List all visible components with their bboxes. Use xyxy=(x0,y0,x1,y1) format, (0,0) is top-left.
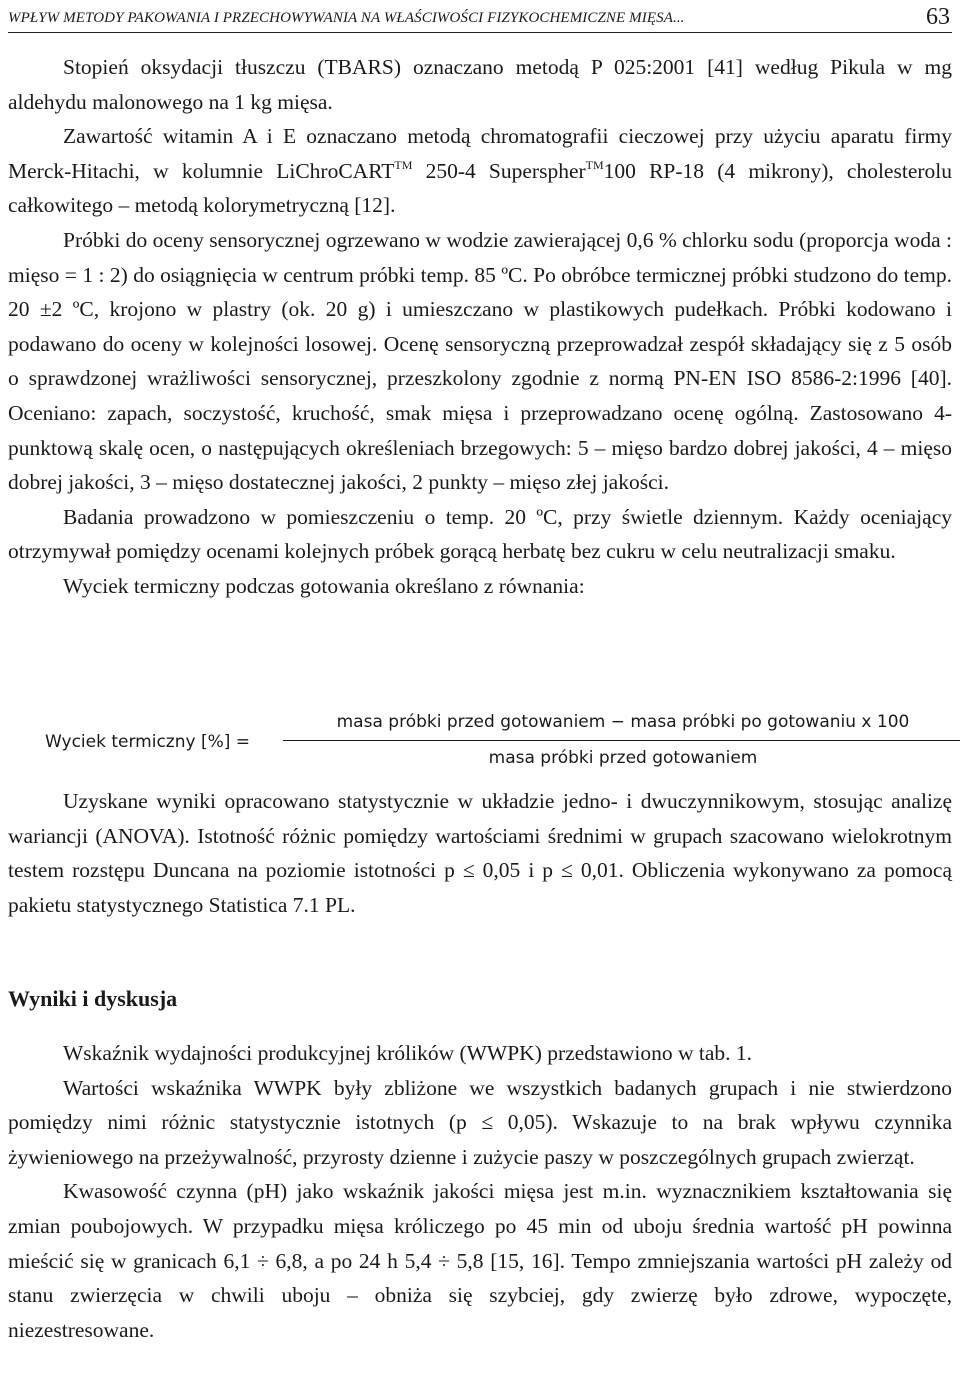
statistics-paragraph: Uzyskane wyniki opracowano statystycznie w układzie jedno- i dwuczynnikowym, stosując analizę wariancji (ANOVA). Istotność różnic pomiędzy wartościami średnimi w grupach szacowano wielokrotnym testem rozstępu Duncana na poziomie istotności p ≤ 0,05 i p ≤ 0,01. Obliczenia wykonywano za pomocą pakietu statystycznego Statistica 7.1 PL. xyxy=(8,789,952,917)
results-paragraph-3: Kwasowość czynna (pH) jako wskaźnik jakości mięsa jest m.in. wyznacznikiem kształtowania się zmian poubojowych. W przypadku mięsa króliczego po 45 min od uboju średnia wartość pH powinna mieścić się w granicach 6,1 ÷ 6,8, a po 24 h 5,4 ÷ 5,8 [15, 16]. Tempo zmniejszania wartości pH zależy od stanu zwierzęcia w chwili uboju – obniża się szybciej, gdy zwierzę było zdrowe, wypoczęte, niezestresowane. xyxy=(8,1179,952,1342)
methods-section xyxy=(8,50,952,604)
tbars-paragraph: Stopień oksydacji tłuszczu (TBARS) oznaczano metodą P 025:2001 [41] według Pikula w mg aldehydu malonowego na 1 kg mięsa. xyxy=(8,55,952,114)
conditions-paragraph: Badania prowadzono w pomieszczeniu o temp. 20 ºC, przy świetle dziennym. Każdy oceniający otrzymywał pomiędzy ocenami kolejnych próbek gorącą herbatę bez cukru w celu neutralizacji smaku. xyxy=(8,504,952,564)
trademark-sup-1: TM xyxy=(394,157,413,172)
results-paragraph-2: Wartości wskaźnika WWPK były zbliżone we wszystkich badanych grupach i nie stwierdzono pomiędzy nimi różnic statystycznie istotnych (p ≤ 0,05). Wskazuje to na brak wpływu czynnika żywieniowego na przeżywalność, przyrosty dzienne i zużycie paszy w poszczególnych grupach zwierząt. xyxy=(8,1075,952,1169)
equation-denominator: masa próbki przed gotowaniem xyxy=(488,748,758,768)
fraction-bar xyxy=(283,740,960,741)
thermal-loss-equation xyxy=(45,712,925,776)
equation-lhs: Wyciek termiczny [%] = xyxy=(45,732,251,752)
vitamins-paragraph xyxy=(8,119,952,223)
section-heading: Wyniki i dyskusja xyxy=(8,986,178,1011)
vitamins-text-2: 250-4 Superspher xyxy=(412,158,586,183)
vitamins-text-3: 100 RP-18 (4 mikrony), cholesterolu całkowitego – metodą kolorymetryczną [12]. xyxy=(8,158,952,218)
page-number: 63 xyxy=(926,4,950,30)
running-title: WPŁYW METODY PAKOWANIA I PRZECHOWYWANIA NA WŁAŚCIWOŚCI FIZYKOCHEMICZNE MIĘSA... xyxy=(8,10,685,26)
equation-numerator: masa próbki przed gotowaniem − masa próbki po gotowaniu x 100 xyxy=(336,712,910,732)
vitamins-text-1: Zawartość witamin A i E oznaczano metodą chromatografii cieczowej przy użyciu aparatu firmy Merck-Hitachi, w kolumnie LiChroCART xyxy=(8,124,952,183)
results-paragraph-1: Wskaźnik wydajności produkcyjnej królików (WWPK) przedstawiono w tab. 1. xyxy=(63,1041,753,1065)
statistics-section xyxy=(8,784,952,922)
running-header xyxy=(8,2,952,33)
results-section xyxy=(8,1036,952,1347)
trademark-sup-2: TM xyxy=(585,157,604,172)
sensory-paragraph: Próbki do oceny sensorycznej ogrzewano w wodzie zawierającej 0,6 % chlorku sodu (proporcja woda : mięso = 1 : 2) do osiągnięcia w centrum próbki temp. 85 ºC. Po obróbce termicznej próbki studzono do temp. 20 ±2 ºC, krojono w plastry (ok. 20 g) i umieszczano w plastikowych pudełkach. Próbki kodowano i podawano do oceny w kolejności losowej. Ocenę sensoryczną przeprowadzał zespół składający się z 5 osób o sprawdzonej wrażliwości sensorycznej, przeszkolony zgodnie z normą PN-EN ISO 8586-2:1996 [40]. Oceniano: zapach, soczystość, kruchość, smak mięsa i przeprowadzano ocenę ogólną. Zastosowano 4-punktową skalę ocen, o następujących określeniach brzegowych: 5 – mięso bardzo dobrej jakości, 4 – mięso dobrej jakości, 3 – mięso dostatecznej jakości, 2 punkty – mięso złej jakości. xyxy=(8,227,952,495)
thermal-loss-intro: Wyciek termiczny podczas gotowania określano z równania: xyxy=(63,573,585,598)
